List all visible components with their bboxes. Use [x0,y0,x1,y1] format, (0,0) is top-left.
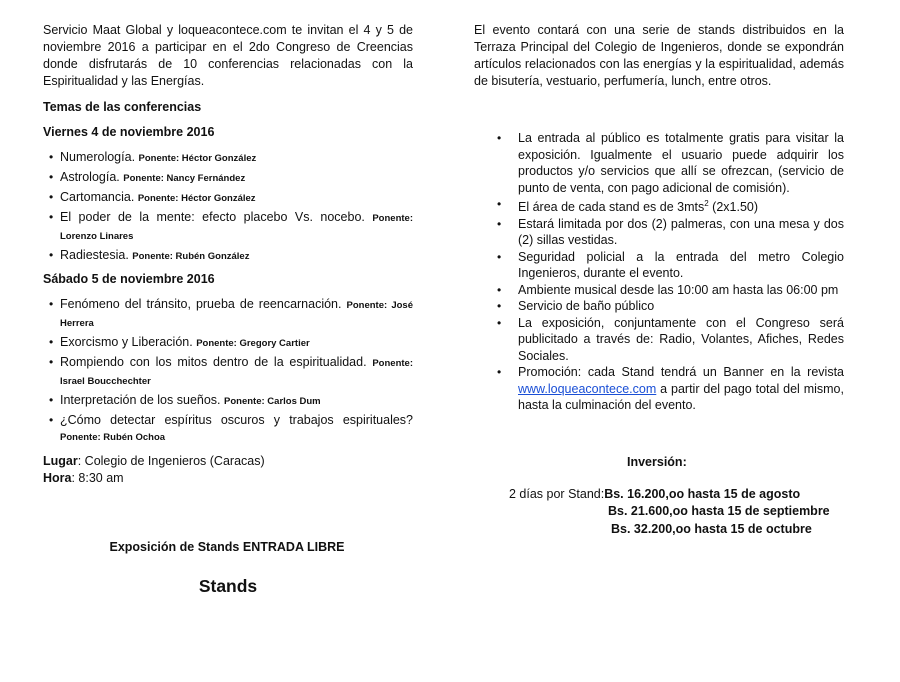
talk-item [43,149,413,167]
right-intro-paragraph: El evento contará con una serie de stands distribuidos en la Terraza Principal del Colegio de Ingenieros, donde se expondrán artículos relacionados con las energías y la espiritualidad, además de bisutería, vestuario, perfumería, lunch, entre otros. [474,23,844,88]
day2-talk-list [43,296,413,446]
talk-title: ¿Cómo detectar espíritus oscuros y trabajos espirituales? [60,413,413,427]
feature-area-dimensions: (2x1.50) [708,200,759,215]
talk-speaker: Ponente: José Herrera [60,300,413,329]
venue-value: : Colegio de Ingenieros (Caracas) [77,454,265,468]
talk-item [43,189,413,207]
talk-item [43,247,413,265]
topics-heading: Temas de las conferencias [43,100,202,114]
price-row: Bs. 32.200,oo hasta 15 de octubre [611,521,812,536]
right-column [474,22,844,538]
feature-music: • Ambiente musical desde las 10:00 am hasta las 06:00 pm [474,282,844,299]
feature-promo-expo: • La exposición, conjuntamente con el Congreso será publicitado a través de: Radio, Volantes, Afiches, Redes Sociales. [474,315,844,365]
feature-area-superscript: 2 [704,199,709,208]
talk-title: Exorcismo y Liberación. [60,335,193,349]
talk-item [43,392,413,410]
talk-speaker: Ponente: Israel Boucchechter [60,358,413,387]
talk-item [43,412,413,446]
talk-speaker: Ponente: Héctor González [137,193,256,204]
day2-heading: Sábado 5 de noviembre 2016 [43,272,215,286]
venue-label: Lugar [43,454,78,468]
talk-speaker: Ponente: Gregory Cartier [196,338,310,349]
feature-area-text: El área de cada stand es de 3mts [518,200,705,215]
feature-security: • Seguridad policial a la entrada del metro Colegio Ingenieros, durante el evento. [474,249,844,282]
talk-speaker: Ponente: Lorenzo Linares [60,213,413,242]
day1-talk-list [43,149,413,265]
talk-title: Interpretación de los sueños. [60,393,221,407]
price-value: Bs. 16.200,oo hasta 15 de agosto [604,486,801,501]
talk-title: Astrología. [60,170,120,184]
talk-title: Radiestesia. [60,248,129,262]
left-column [43,22,413,597]
stands-title: Stands [198,576,258,596]
day1-heading: Viernes 4 de noviembre 2016 [43,125,215,139]
feature-promo-banner [474,364,844,414]
talk-title: Numerología. [60,150,136,164]
talk-speaker: Ponente: Nancy Fernández [123,173,246,184]
promo-text-end: a partir del pago total del mismo, hasta la culminación del evento. [518,381,844,413]
talk-item [43,296,413,332]
price-table [474,486,844,539]
talk-title: Fenómeno del tránsito, prueba de reencarnación. [60,297,342,311]
talk-title: Rompiendo con los mitos dentro de la espiritualidad. [60,355,367,369]
stand-features-list [474,130,844,414]
feature-area [474,196,844,216]
talk-item [43,354,413,390]
price-label: 2 días por Stand: [509,486,605,501]
talk-speaker: Ponente: Héctor González [138,153,257,164]
feature-bathroom: • Servicio de baño público [474,298,844,315]
price-row [509,486,879,504]
time-label: Hora [43,471,72,485]
promo-text: Promoción: cada Stand tendrá un Banner en la revista [518,365,844,380]
talk-item [43,209,413,245]
talk-item [43,334,413,352]
talk-speaker: Ponente: Rubén González [132,251,250,262]
intro-paragraph: Servicio Maat Global y loqueacontece.com te invitan el 4 y 5 de noviembre 2016 a participar en el 2do Congreso de Creencias donde disfrutarás de 10 conferencias relacionadas con la Espiritualidad y las Energías. [43,23,413,88]
talk-item [43,169,413,187]
time-value: : 8:30 am [71,471,124,485]
feature-entry: • La entrada al público es totalmente gratis para visitar la exposición. Igualmente el usuario puede adquirir los productos y/o servicios que allí se ofrezcan, (servicio de punto de venta, con pago adicional de comisión). [474,130,844,196]
loqueacontece-link[interactable]: www.loqueacontece.com [518,381,657,396]
feature-palms: • Estará limitada por dos (2) palmeras, con una mesa y dos (2) sillas vestidas. [474,216,844,249]
talk-speaker: Ponente: Carlos Dum [224,396,321,407]
talk-title: El poder de la mente: efecto placebo Vs. nocebo. [60,210,365,224]
expo-heading: Exposición de Stands ENTRADA LIBRE [109,540,345,554]
talk-title: Cartomancia. [60,190,135,204]
investment-heading: Inversión: [627,454,687,469]
talk-speaker: Ponente: Rubén Ochoa [60,432,166,443]
price-row: Bs. 21.600,oo hasta 15 de septiembre [608,504,830,519]
time-line [43,470,413,487]
venue-line [43,453,413,470]
